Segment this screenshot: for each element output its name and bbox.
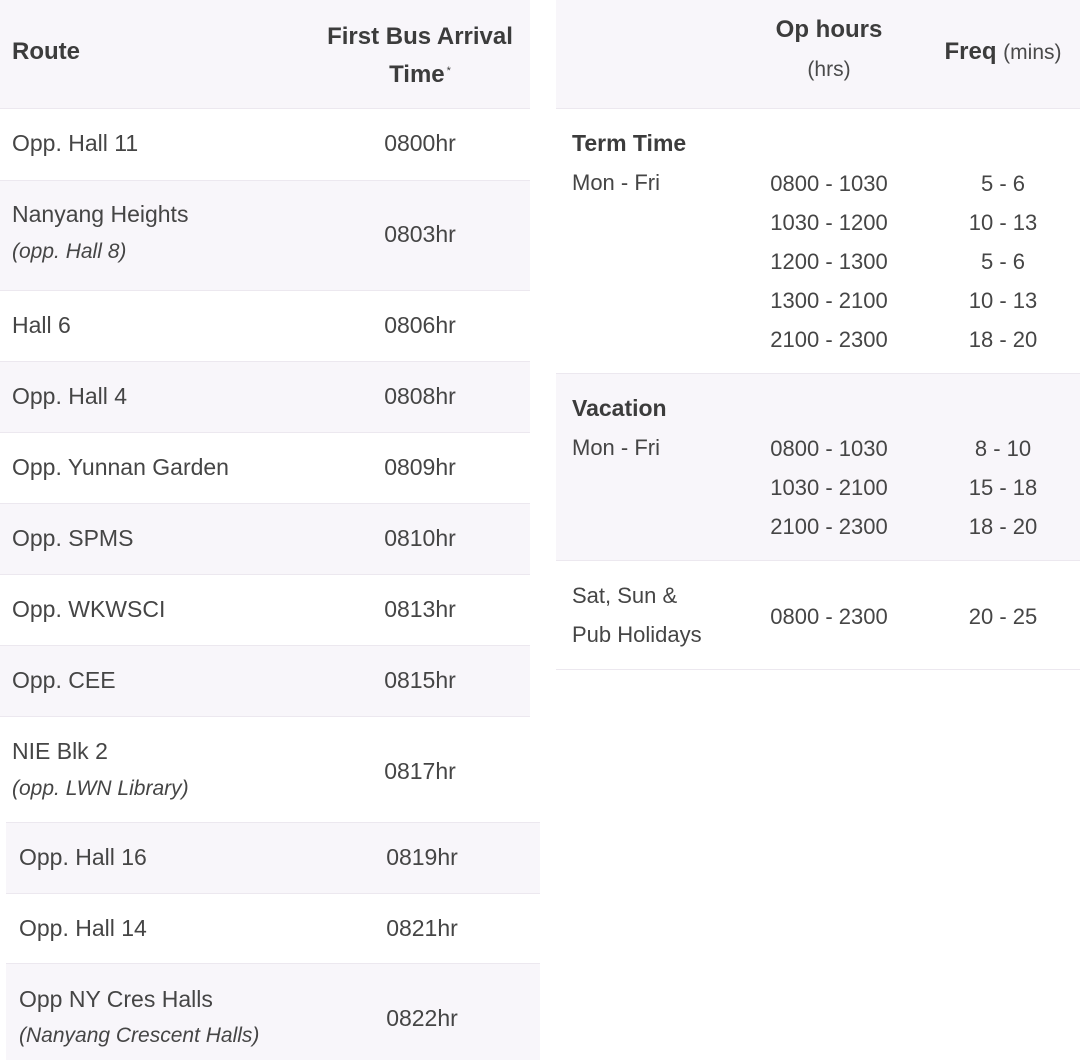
route-table-header xyxy=(0,0,530,108)
frequency-range: 8 - 10 xyxy=(974,436,1032,461)
vacation-section xyxy=(556,373,1080,560)
section-title: Vacation xyxy=(572,395,667,421)
route-stop-subtitle: (opp. LWN Library) xyxy=(12,777,189,800)
schedule-row xyxy=(556,320,1080,359)
table-row xyxy=(0,180,530,290)
table-row xyxy=(6,893,540,963)
table-row xyxy=(0,108,530,180)
route-stop-name: Opp. Hall 16 xyxy=(19,844,147,870)
arrival-time: 0806hr xyxy=(384,312,456,338)
route-stop-name: Opp. Hall 4 xyxy=(12,383,128,409)
arrival-time: 0815hr xyxy=(384,667,456,693)
op-hours-range: 0800 - 1030 xyxy=(770,436,888,461)
table-row xyxy=(0,361,530,432)
asterisk-footnote-mark: * xyxy=(446,65,451,77)
section-days: Mon - Fri xyxy=(572,170,660,195)
table-row xyxy=(0,432,530,503)
route-stop-name: NIE Blk 2 xyxy=(12,738,108,764)
frequency-range: 10 - 13 xyxy=(968,288,1038,313)
frequency-header-label: Freq xyxy=(944,38,997,65)
frequency-range: 18 - 20 xyxy=(968,327,1038,352)
arrival-header-line2 xyxy=(320,56,520,94)
section-days-line1: Sat, Sun & xyxy=(572,583,678,608)
schedule-row xyxy=(556,429,1080,468)
table-row xyxy=(0,574,530,645)
op-hours-range: 1200 - 1300 xyxy=(770,249,888,274)
table-row xyxy=(6,822,540,893)
arrival-time: 0817hr xyxy=(384,758,456,784)
table-row xyxy=(0,716,530,822)
arrival-time: 0822hr xyxy=(386,1005,458,1031)
op-hours-column-header: Op hours xyxy=(775,16,883,43)
schedule-table-header xyxy=(556,0,1080,108)
arrival-time: 0803hr xyxy=(384,221,456,247)
frequency-range: 20 - 25 xyxy=(968,604,1038,629)
frequency-range: 5 - 6 xyxy=(980,171,1026,196)
frequency-column-header xyxy=(928,38,1078,66)
section-days-line2: Pub Holidays xyxy=(572,622,702,647)
route-stop-name: Opp. WKWSCI xyxy=(12,596,166,622)
schedule-row xyxy=(556,597,1080,636)
route-stop-name: Opp. CEE xyxy=(12,667,116,693)
route-stop-subtitle: (opp. Hall 8) xyxy=(12,240,127,263)
op-hours-range: 1030 - 1200 xyxy=(770,210,888,235)
frequency-range: 5 - 6 xyxy=(980,249,1026,274)
arrival-header-time-word: Time xyxy=(389,61,445,88)
schedule-row xyxy=(556,507,1080,546)
weekend-holiday-section xyxy=(556,560,1080,670)
arrival-time: 0800hr xyxy=(384,130,456,156)
route-stop-name: Opp. Hall 11 xyxy=(12,130,139,156)
arrival-time: 0819hr xyxy=(386,844,458,870)
op-hours-range: 2100 - 2300 xyxy=(770,327,888,352)
arrival-time: 0813hr xyxy=(384,596,456,622)
term-time-section xyxy=(556,108,1080,373)
arrival-time: 0821hr xyxy=(386,915,458,941)
route-stop-name: Opp. Hall 14 xyxy=(19,915,147,941)
table-row xyxy=(0,645,530,716)
route-stop-name: Nanyang Heights xyxy=(12,201,189,227)
route-stop-name: Opp. SPMS xyxy=(12,525,134,551)
schedule-row xyxy=(556,203,1080,242)
op-hours-unit-label: (hrs) xyxy=(807,58,851,81)
arrival-time: 0808hr xyxy=(384,383,456,409)
frequency-range: 10 - 13 xyxy=(968,210,1038,235)
schedule-row xyxy=(556,281,1080,320)
arrival-time: 0809hr xyxy=(384,454,456,480)
arrival-time: 0810hr xyxy=(384,525,456,551)
schedule-row xyxy=(556,242,1080,281)
route-stop-subtitle: (Nanyang Crescent Halls) xyxy=(19,1024,260,1047)
route-stop-name: Opp NY Cres Halls xyxy=(19,986,213,1012)
table-row xyxy=(6,963,540,1060)
frequency-range: 18 - 20 xyxy=(968,514,1038,539)
section-title: Term Time xyxy=(572,130,687,156)
schedule-row xyxy=(556,164,1080,203)
arrival-header-line1: First Bus Arrival xyxy=(327,23,513,50)
op-hours-range: 1300 - 2100 xyxy=(770,288,888,313)
arrival-time-column-header xyxy=(320,18,520,94)
schedule-row xyxy=(556,468,1080,507)
section-days: Mon - Fri xyxy=(572,435,660,460)
route-column-header: Route xyxy=(12,38,80,65)
op-hours-range: 0800 - 2300 xyxy=(770,604,888,629)
table-row xyxy=(0,503,530,574)
op-hours-range: 1030 - 2100 xyxy=(770,475,888,500)
route-stop-name: Opp. Yunnan Garden xyxy=(12,454,229,480)
frequency-unit-label: (mins) xyxy=(1003,41,1062,64)
route-stop-name: Hall 6 xyxy=(12,312,71,338)
schedule-table xyxy=(556,0,1080,670)
op-hours-range: 2100 - 2300 xyxy=(770,514,888,539)
op-hours-range: 0800 - 1030 xyxy=(770,171,888,196)
frequency-range: 15 - 18 xyxy=(968,475,1038,500)
table-row xyxy=(0,290,530,361)
